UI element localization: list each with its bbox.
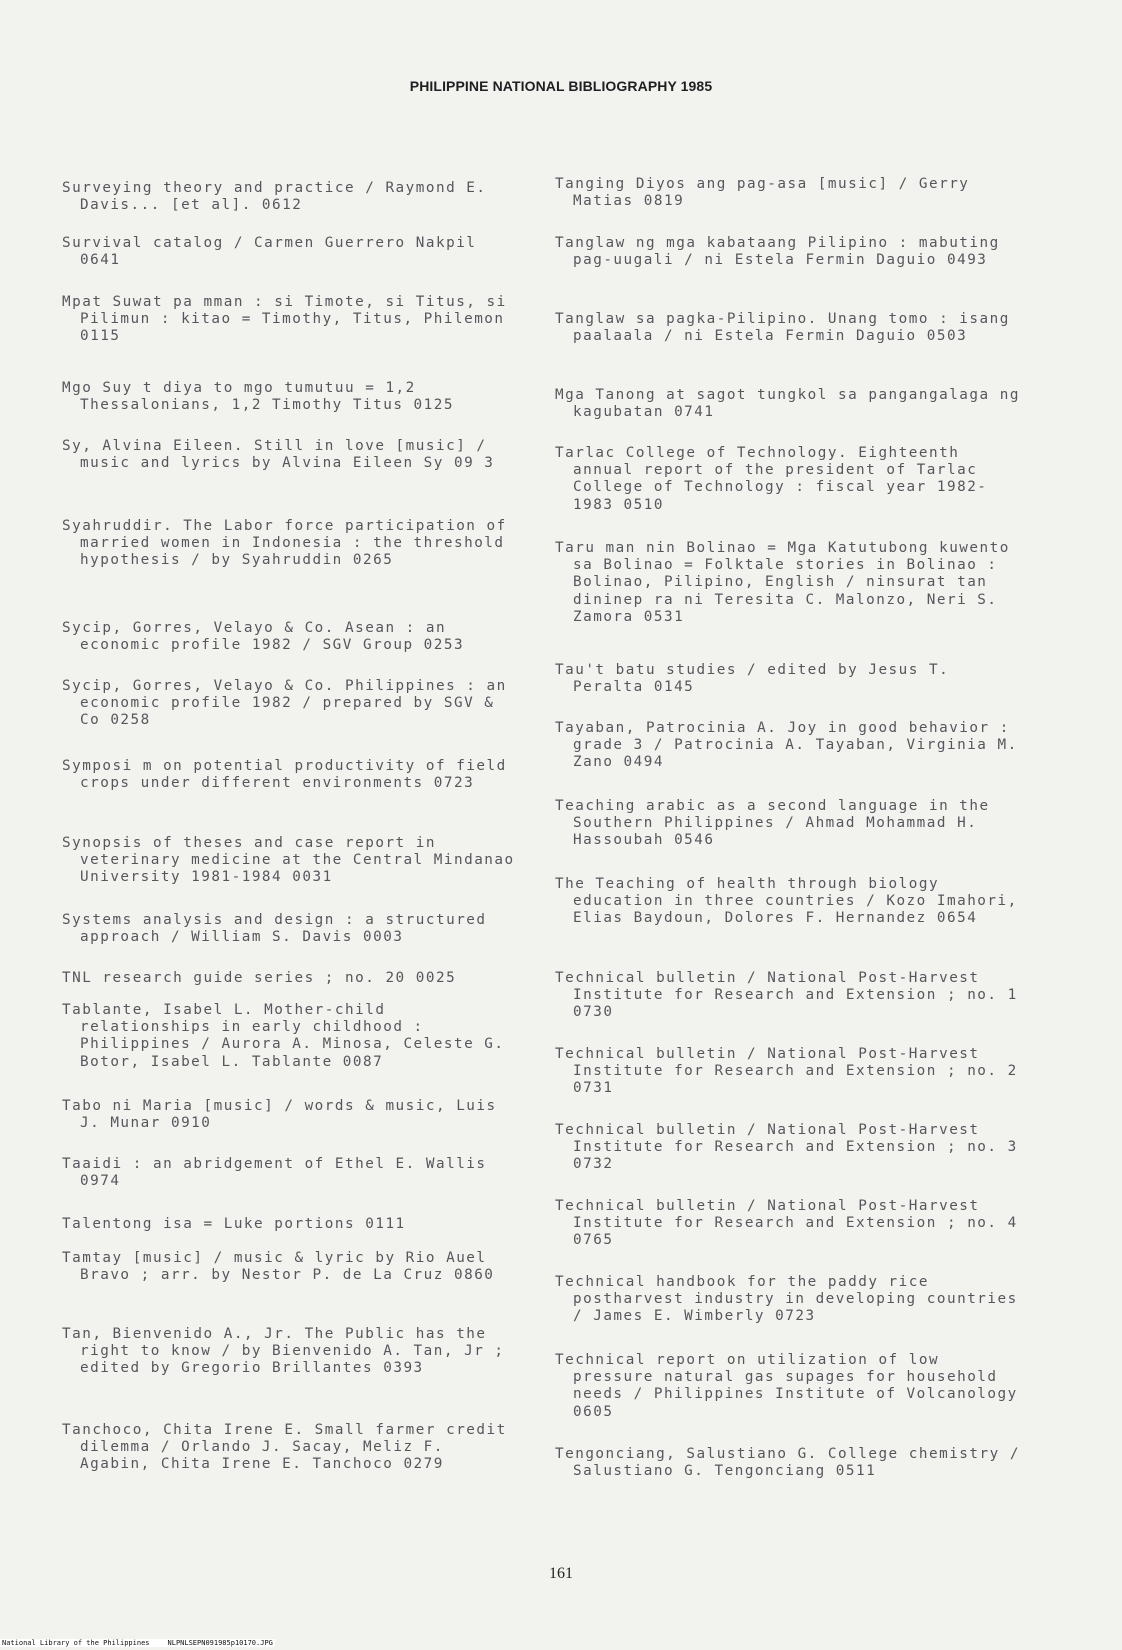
bibliography-entry: TNL research guide series ; no. 20 0025: [62, 970, 457, 986]
bibliography-entry: Tanging Diyos ang pag-asa [music] / Gerry Matias 0819: [555, 176, 980, 210]
bibliography-entry: Technical bulletin / National Post-Harvest Institute for Research and Extension ; no. 4 0765: [555, 1198, 1028, 1249]
footer-filename: NLPNLSEPN091985p10170.JPG: [167, 1639, 273, 1647]
bibliography-entry: Technical report on utilization of low pressure natural gas supages for household needs / Philippines Institute of Volcanology 0605: [555, 1352, 1028, 1420]
bibliography-entry: The Teaching of health through biology education in three countries / Kozo Imahori, Elias Baydoun, Dolores F. Hernandez 0654: [555, 876, 1028, 927]
bibliography-entry: Technical bulletin / National Post-Harvest Institute for Research and Extension ; no. 2 0731: [555, 1046, 1028, 1097]
bibliography-entry: Tamtay [music] / music & lyric by Rio Auel Bravo ; arr. by Nestor P. de La Cruz 0860: [62, 1250, 497, 1284]
bibliography-entry: Symposi m on potential productivity of field crops under different environments 0723: [62, 758, 517, 792]
bibliography-entry: Mpat Suwat pa mman : si Timote, si Titus, si Pilimun : kitao = Timothy, Titus, Philemon 0115: [62, 294, 517, 345]
bibliography-entry: Tablante, Isabel L. Mother-child relationships in early childhood : Philippines / Aurora A. Minosa, Celeste G. Botor, Isabel L. Tablante 0087: [62, 1002, 515, 1070]
bibliography-entry: Systems analysis and design : a structured approach / William S. Davis 0003: [62, 912, 497, 946]
scan-footer: [0, 1639, 275, 1647]
bibliography-entry: Sy, Alvina Eileen. Still in love [music] / music and lyrics by Alvina Eileen Sy 09 3: [62, 438, 497, 472]
bibliography-entry: Sycip, Gorres, Velayo & Co. Philippines : an economic profile 1982 / prepared by SGV & Co 0258: [62, 678, 517, 729]
bibliography-entry: Tanglaw sa pagka-Pilipino. Unang tomo : isang paalaala / ni Estela Fermin Daguio 0503: [555, 311, 1020, 345]
bibliography-entry: Sycip, Gorres, Velayo & Co. Asean : an economic profile 1982 / SGV Group 0253: [62, 620, 465, 654]
bibliography-entry: Syahruddir. The Labor force participation of married women in Indonesia : the threshold hypothesis / by Syahruddin 0265: [62, 518, 517, 569]
bibliography-entry: Synopsis of theses and case report in veterinary medicine at the Central Mindanao University 1981-1984 0031: [62, 835, 525, 886]
bibliography-entry: Tarlac College of Technology. Eighteenth annual report of the president of Tarlac College of Technology : fiscal year 1982-1983 0510: [555, 445, 988, 513]
bibliography-entry: Survival catalog / Carmen Guerrero Nakpil 0641: [62, 235, 487, 269]
bibliography-entry: Teaching arabic as a second language in the Southern Philippines / Ahmad Mohammad H. Hassoubah 0546: [555, 798, 1000, 849]
bibliography-entry: Surveying theory and practice / Raymond E. Davis... [et al]. 0612: [62, 180, 497, 214]
bibliography-entry: Tayaban, Patrocinia A. Joy in good behavior : grade 3 / Patrocinia A. Tayaban, Virginia M. Zano 0494: [555, 720, 1028, 771]
bibliography-entry: Tanglaw ng mga kabataang Pilipino : mabuting pag-uugali / ni Estela Fermin Daguio 0493: [555, 235, 1010, 269]
bibliography-entry: Tanchoco, Chita Irene E. Small farmer credit dilemma / Orlando J. Sacay, Meliz F. Agabin, Chita Irene E. Tanchoco 0279: [62, 1422, 517, 1473]
page-header: PHILIPPINE NATIONAL BIBLIOGRAPHY 1985: [409, 78, 713, 94]
bibliography-entry: Mga Tanong at sagot tungkol sa pangangalaga ng kagubatan 0741: [555, 387, 1031, 421]
bibliography-entry: Tau't batu studies / edited by Jesus T. Peralta 0145: [555, 662, 960, 696]
bibliography-entry: Mgo Suy t diya to mgo tumutuu = 1,2 Thessalonians, 1,2 Timothy Titus 0125: [62, 380, 454, 414]
bibliography-entry: Tan, Bienvenido A., Jr. The Public has the right to know / by Bienvenido A. Tan, Jr ; edited by Gregorio Brillantes 0393: [62, 1326, 515, 1377]
bibliography-entry: Taru man nin Bolinao = Mga Katutubong kuwento sa Bolinao = Folktale stories in Bolinao : Bolinao, Pilipino, English / ninsurat tan dininep ra ni Teresita C. Malonzo, Neri S. Zamora 0531: [555, 540, 1020, 625]
bibliography-entry: Talentong isa = Luke portions 0111: [62, 1216, 406, 1232]
footer-library: National Library of the Philippines: [2, 1639, 150, 1647]
bibliography-entry: Taaidi : an abridgement of Ethel E. Wallis 0974: [62, 1156, 497, 1190]
bibliography-entry: Technical handbook for the paddy rice postharvest industry in developing countries / James E. Wimberly 0723: [555, 1274, 1028, 1325]
bibliography-entry: Technical bulletin / National Post-Harvest Institute for Research and Extension ; no. 3 0732: [555, 1122, 1028, 1173]
page-number: 161: [549, 1565, 573, 1582]
bibliography-entry: Technical bulletin / National Post-Harvest Institute for Research and Extension ; no. 1 0730: [555, 970, 1028, 1021]
bibliography-entry: Tengonciang, Salustiano G. College chemistry / Salustiano G. Tengonciang 0511: [555, 1446, 1031, 1480]
bibliography-entry: Tabo ni Maria [music] / words & music, Luis J. Munar 0910: [62, 1098, 507, 1132]
